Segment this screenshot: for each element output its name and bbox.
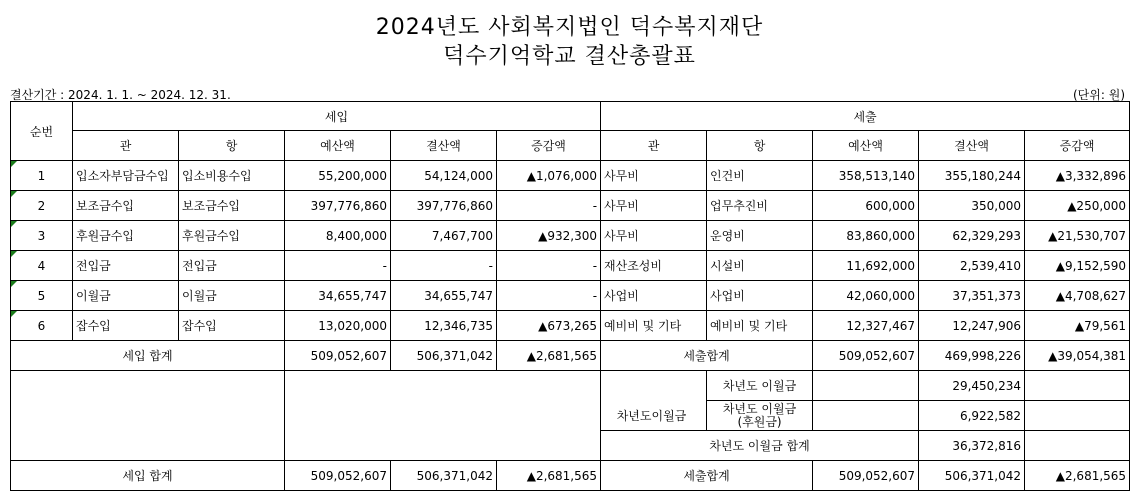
- carryover-item1-label: 차년도 이월금: [707, 371, 813, 401]
- header-no: 순번: [11, 102, 73, 161]
- expense-budget: 600,000: [813, 191, 919, 221]
- table-row: [11, 251, 1130, 281]
- carryover-item2-label: [707, 401, 813, 431]
- document-title-line2: 덕수기억학교 결산총괄표: [443, 44, 696, 69]
- income-budget: 8,400,000: [285, 221, 391, 251]
- expense-diff: ▲9,152,590: [1025, 251, 1130, 281]
- expense-budget: 83,860,000: [813, 221, 919, 251]
- expense-gwan: 재산조성비: [601, 251, 707, 281]
- income-diff: ▲1,076,000: [497, 161, 601, 191]
- carryover-item1-budget: [813, 371, 919, 401]
- expense-total-label: 세출합계: [601, 461, 813, 491]
- grand-total-row: [11, 461, 1130, 491]
- income-total-settled: 506,371,042: [391, 461, 497, 491]
- income-settled: 397,776,860: [391, 191, 497, 221]
- income-total-budget: 509,052,607: [285, 461, 391, 491]
- table-row: [11, 311, 1130, 341]
- expense-settled: 37,351,373: [919, 281, 1025, 311]
- header-income-hang: 항: [179, 131, 285, 161]
- income-settled: 12,346,735: [391, 311, 497, 341]
- income-gwan: 보조금수입: [73, 191, 179, 221]
- carryover-total-diff: [1025, 431, 1130, 461]
- expense-subtotal-settled: 469,998,226: [919, 341, 1025, 371]
- expense-hang: 예비비 및 기타: [707, 311, 813, 341]
- settlement-summary-table: [10, 101, 1130, 491]
- blank-income-area: [11, 371, 285, 461]
- expense-hang: 시설비: [707, 251, 813, 281]
- header-expense-settled: 결산액: [919, 131, 1025, 161]
- document-title-line1: 2024년도 사회복지법인 덕수복지재단: [375, 15, 764, 40]
- income-hang: 잡수입: [179, 311, 285, 341]
- expense-budget: 11,692,000: [813, 251, 919, 281]
- row-no: 3: [11, 221, 73, 251]
- income-gwan: 잡수입: [73, 311, 179, 341]
- income-budget: 397,776,860: [285, 191, 391, 221]
- expense-hang: 인건비: [707, 161, 813, 191]
- income-subtotal-budget: 509,052,607: [285, 341, 391, 371]
- expense-settled: 62,329,293: [919, 221, 1025, 251]
- expense-gwan: 사업비: [601, 281, 707, 311]
- expense-subtotal-diff: ▲39,054,381: [1025, 341, 1130, 371]
- row-no: 2: [11, 191, 73, 221]
- expense-diff: ▲4,708,627: [1025, 281, 1130, 311]
- income-budget: 13,020,000: [285, 311, 391, 341]
- row-no: 4: [11, 251, 73, 281]
- carryover-total-label: 차년도 이월금 합계: [601, 431, 919, 461]
- blank-income-values-area: [285, 371, 601, 461]
- expense-budget: 42,060,000: [813, 281, 919, 311]
- carryover-item1-value: 29,450,234: [919, 371, 1025, 401]
- expense-budget: 358,513,140: [813, 161, 919, 191]
- expense-total-diff: ▲2,681,565: [1025, 461, 1130, 491]
- expense-settled: 355,180,244: [919, 161, 1025, 191]
- income-settled: -: [391, 251, 497, 281]
- row-no: 1: [11, 161, 73, 191]
- expense-settled: 350,000: [919, 191, 1025, 221]
- income-hang: 입소비용수입: [179, 161, 285, 191]
- income-budget: 34,655,747: [285, 281, 391, 311]
- carryover-item1-diff: [1025, 371, 1130, 401]
- income-diff: -: [497, 251, 601, 281]
- expense-subtotal-budget: 509,052,607: [813, 341, 919, 371]
- carryover-item2-budget: [813, 401, 919, 431]
- header-expense-hang: 항: [707, 131, 813, 161]
- carryover-total-value: 36,372,816: [919, 431, 1025, 461]
- income-gwan: 후원금수입: [73, 221, 179, 251]
- table-row: [11, 221, 1130, 251]
- income-gwan: 입소자부담금수입: [73, 161, 179, 191]
- expense-budget: 12,327,467: [813, 311, 919, 341]
- header-income: 세입: [73, 102, 601, 131]
- income-diff: ▲932,300: [497, 221, 601, 251]
- income-budget: 55,200,000: [285, 161, 391, 191]
- income-hang: 보조금수입: [179, 191, 285, 221]
- income-subtotal-diff: ▲2,681,565: [497, 341, 601, 371]
- header-income-settled: 결산액: [391, 131, 497, 161]
- expense-gwan: 사무비: [601, 221, 707, 251]
- expense-diff: ▲3,332,896: [1025, 161, 1130, 191]
- header-income-budget: 예산액: [285, 131, 391, 161]
- income-total-label: 세입 합계: [11, 461, 285, 491]
- income-diff: ▲673,265: [497, 311, 601, 341]
- currency-unit: (단위: 원): [1073, 88, 1125, 102]
- income-diff: -: [497, 281, 601, 311]
- header-row-2: [11, 131, 1130, 161]
- expense-gwan: 사무비: [601, 161, 707, 191]
- expense-subtotal-label: 세출합계: [601, 341, 813, 371]
- settlement-period: 결산기간 : 2024. 1. 1. ~ 2024. 12. 31.: [10, 88, 231, 102]
- carryover-item2-value: 6,922,582: [919, 401, 1025, 431]
- income-total-diff: ▲2,681,565: [497, 461, 601, 491]
- expense-gwan: 사무비: [601, 191, 707, 221]
- income-subtotal-settled: 506,371,042: [391, 341, 497, 371]
- header-row-1: [11, 102, 1130, 131]
- row-no: 5: [11, 281, 73, 311]
- expense-settled: 2,539,410: [919, 251, 1025, 281]
- income-settled: 54,124,000: [391, 161, 497, 191]
- carryover-group-label: 차년도이월금: [616, 409, 687, 423]
- income-gwan: 이월금: [73, 281, 179, 311]
- expense-gwan: 예비비 및 기타: [601, 311, 707, 341]
- income-hang: 이월금: [179, 281, 285, 311]
- income-gwan: 전입금: [73, 251, 179, 281]
- expense-hang: 업무추진비: [707, 191, 813, 221]
- carryover-row-1: [11, 371, 1130, 401]
- income-hang: 전입금: [179, 251, 285, 281]
- table-row: [11, 191, 1130, 221]
- income-subtotal-label: 세입 합계: [11, 341, 285, 371]
- expense-diff: ▲21,530,707: [1025, 221, 1130, 251]
- table-row: [11, 281, 1130, 311]
- row-no: 6: [11, 311, 73, 341]
- expense-settled: 12,247,906: [919, 311, 1025, 341]
- header-expense-budget: 예산액: [813, 131, 919, 161]
- header-expense-gwan: 관: [601, 131, 707, 161]
- carryover-item2-label-a: 차년도 이월금: [722, 401, 797, 416]
- header-income-gwan: 관: [73, 131, 179, 161]
- expense-total-budget: 509,052,607: [813, 461, 919, 491]
- expense-hang: 사업비: [707, 281, 813, 311]
- header-expense-diff: 증감액: [1025, 131, 1130, 161]
- header-income-diff: 증감액: [497, 131, 601, 161]
- table-row: [11, 161, 1130, 191]
- expense-hang: 운영비: [707, 221, 813, 251]
- income-settled: 34,655,747: [391, 281, 497, 311]
- income-budget: -: [285, 251, 391, 281]
- header-expense: 세출: [601, 102, 1130, 131]
- carryover-item2-label-b: (후원금): [737, 414, 782, 429]
- income-settled: 7,467,700: [391, 221, 497, 251]
- income-hang: 후원금수입: [179, 221, 285, 251]
- expense-diff: ▲250,000: [1025, 191, 1130, 221]
- expense-total-settled: 506,371,042: [919, 461, 1025, 491]
- expense-diff: ▲79,561: [1025, 311, 1130, 341]
- subtotal-row: [11, 341, 1130, 371]
- carryover-item2-diff: [1025, 401, 1130, 431]
- income-diff: -: [497, 191, 601, 221]
